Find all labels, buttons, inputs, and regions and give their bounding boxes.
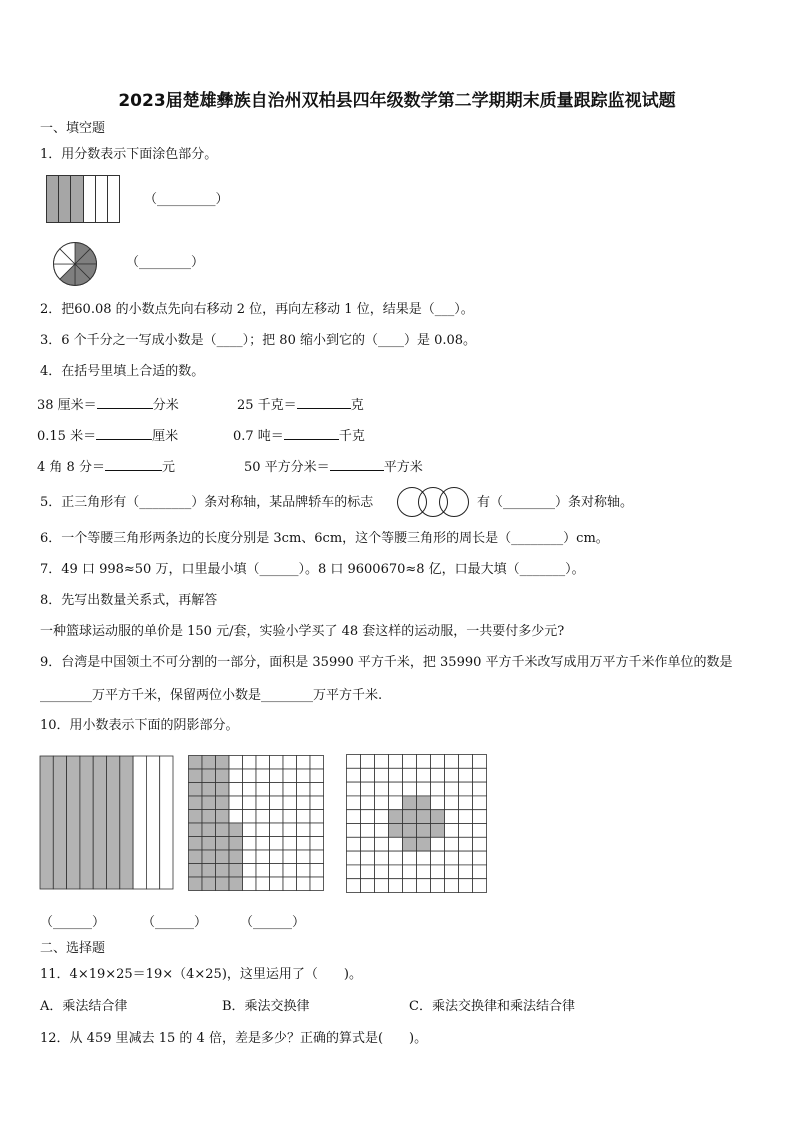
grid-cell-shaded <box>216 823 230 837</box>
grid-cell <box>431 837 445 851</box>
grid-cell-shaded <box>403 796 417 810</box>
grid-cell-shaded <box>189 769 203 783</box>
answer-blank[interactable] <box>97 396 153 409</box>
grid-cell <box>243 769 257 783</box>
option-b[interactable]: B．乘法交换律 <box>222 999 310 1014</box>
grid-cell <box>347 755 361 769</box>
grid-cell <box>375 810 389 824</box>
question-9-line1: 9．台湾是中国领土不可分割的一部分，面积是 35990 平方千米，把 35990 平方千米改写成用万平方千米作单位的数是 <box>40 655 733 670</box>
car-logo-ring <box>439 487 469 517</box>
conversion-item <box>37 427 178 445</box>
grid-cell-shaded <box>229 837 243 851</box>
grid-cell <box>389 768 403 782</box>
grid-cell <box>229 756 243 770</box>
strip-column-shaded <box>93 756 106 889</box>
conversion-prefix: 4 角 8 分＝ <box>37 460 105 475</box>
answer-blank[interactable] <box>96 427 152 440</box>
grid-cell <box>297 850 311 864</box>
grid-cell <box>310 783 324 797</box>
grid-cell-shaded <box>202 756 216 770</box>
grid-cell <box>243 850 257 864</box>
grid-cell <box>459 837 473 851</box>
grid-cell <box>473 782 487 796</box>
grid-cell <box>417 782 431 796</box>
grid-cell-shaded <box>216 850 230 864</box>
grid-cell <box>297 877 311 891</box>
grid-cell-shaded <box>216 837 230 851</box>
grid-cell <box>459 755 473 769</box>
grid-cell <box>297 837 311 851</box>
shaded-strip-figure <box>46 175 120 223</box>
grid-cell-shaded <box>189 783 203 797</box>
grid-cell <box>297 796 311 810</box>
conversion-prefix: 0.7 吨＝ <box>233 429 284 444</box>
conversion-prefix: 50 平方分米＝ <box>244 460 330 475</box>
grid-cell <box>270 810 284 824</box>
grid-cell <box>243 783 257 797</box>
grid-cell <box>417 851 431 865</box>
grid-cell-shaded <box>229 850 243 864</box>
grid-cell <box>310 823 324 837</box>
grid-cell <box>229 796 243 810</box>
grid-cell <box>297 864 311 878</box>
grid-cell <box>389 796 403 810</box>
strip-cell-shaded <box>71 176 83 222</box>
grid-cell <box>229 783 243 797</box>
grid-cell <box>243 756 257 770</box>
grid-cell <box>347 796 361 810</box>
grid-cell <box>375 755 389 769</box>
grid-cell <box>459 810 473 824</box>
grid-cell <box>310 769 324 783</box>
question-5-part1: 5．正三角形有（________）条对称轴，某品牌轿车的标志 <box>40 495 374 510</box>
shaded-circle-figure <box>52 241 98 287</box>
grid-cell <box>459 851 473 865</box>
strip-column <box>133 756 146 889</box>
grid-cell <box>270 756 284 770</box>
grid-cell <box>361 810 375 824</box>
conversion-prefix: 25 千克＝ <box>237 398 297 413</box>
grid-cell <box>459 824 473 838</box>
grid-cell <box>473 879 487 893</box>
grid-cell <box>347 768 361 782</box>
grid-cell-shaded <box>389 824 403 838</box>
strip-column-shaded <box>120 756 133 889</box>
grid-cell <box>375 837 389 851</box>
grid-cell-shaded <box>216 864 230 878</box>
grid-cell <box>361 851 375 865</box>
grid-cell <box>403 768 417 782</box>
option-a[interactable]: A．乘法结合律 <box>40 999 128 1014</box>
grid-cell <box>459 879 473 893</box>
grid-cell <box>389 782 403 796</box>
grid-cell-shaded <box>216 756 230 770</box>
grid-cell <box>445 782 459 796</box>
grid-cell <box>297 823 311 837</box>
grid-cell-shaded <box>417 824 431 838</box>
grid-cell <box>389 865 403 879</box>
grid-cell <box>347 824 361 838</box>
answer-blank[interactable]: （_________） <box>144 192 229 207</box>
grid-cell <box>473 865 487 879</box>
grid-cell-shaded <box>189 837 203 851</box>
conversion-unit: 千克 <box>338 429 365 444</box>
question-3: 3．6 个千分之一写成小数是（____）；把 80 缩小到它的（____）是 0.08。 <box>40 333 477 348</box>
grid-cell <box>229 769 243 783</box>
grid-cell-shaded <box>189 796 203 810</box>
grid-cell <box>431 782 445 796</box>
grid-cell <box>459 796 473 810</box>
grid-cell <box>283 823 297 837</box>
grid-cell <box>445 851 459 865</box>
grid-cells <box>347 755 487 893</box>
grid-cell <box>473 824 487 838</box>
grid-cell <box>310 796 324 810</box>
grid-cell <box>347 810 361 824</box>
grid-cell <box>243 823 257 837</box>
answer-blank[interactable] <box>284 427 339 440</box>
grid-cell <box>445 837 459 851</box>
strip-cell <box>108 176 119 222</box>
grid-cell <box>403 865 417 879</box>
grid-cell <box>310 877 324 891</box>
conversion-item <box>37 396 179 414</box>
grid-cell-shaded <box>216 769 230 783</box>
grid-cell <box>431 865 445 879</box>
grid-cell <box>256 769 270 783</box>
grid-cell <box>375 796 389 810</box>
conversion-prefix: 38 厘米＝ <box>37 398 97 413</box>
strip-cell <box>96 176 108 222</box>
question-9-line2: ________万平方千米，保留两位小数是________万平方千米. <box>40 688 383 703</box>
grid-cell <box>347 851 361 865</box>
grid-cell <box>445 768 459 782</box>
grid-cell-shaded <box>202 783 216 797</box>
grid-cell-shaded <box>189 877 203 891</box>
grid-cell <box>270 769 284 783</box>
grid-cell <box>283 756 297 770</box>
grid-cell <box>243 877 257 891</box>
grid-cell-shaded <box>229 877 243 891</box>
grid-cell <box>256 850 270 864</box>
grid-cell <box>270 823 284 837</box>
grid-cell <box>283 850 297 864</box>
grid-cell <box>283 810 297 824</box>
grid-cell <box>431 851 445 865</box>
grid-cell <box>297 783 311 797</box>
answer-blank[interactable]: （______） <box>240 915 306 930</box>
grid-cell <box>459 768 473 782</box>
grid-cell <box>256 877 270 891</box>
question-7: 7．49 口 998≈50 万，口里最小填（______）。8 口 9600670≈8 亿，口最大填（_______）。 <box>40 562 585 577</box>
grid-cell-shaded <box>431 824 445 838</box>
grid-cell <box>256 756 270 770</box>
grid-cell <box>389 837 403 851</box>
grid-cell <box>347 879 361 893</box>
grid-cell-shaded <box>202 810 216 824</box>
strip-column-shaded <box>67 756 80 889</box>
strip-column-shaded <box>107 756 120 889</box>
question-1: 1．用分数表示下面涂色部分。 <box>40 147 218 162</box>
grid-cell-shaded <box>202 850 216 864</box>
strip-column <box>160 756 173 889</box>
grid-cell <box>361 865 375 879</box>
grid-cell <box>256 837 270 851</box>
grid-cell <box>283 783 297 797</box>
grid-cell-shaded <box>216 810 230 824</box>
grid-cell-shaded <box>202 837 216 851</box>
grid-cell-shaded <box>229 823 243 837</box>
grid-cell-shaded <box>403 810 417 824</box>
grid-cell <box>270 783 284 797</box>
strip-cell <box>84 176 96 222</box>
answer-blank[interactable]: （______） <box>40 915 106 930</box>
grid-cell <box>403 879 417 893</box>
answer-blank[interactable]: （________） <box>126 255 205 270</box>
grid-cell <box>243 810 257 824</box>
strip-column-shaded <box>40 756 53 889</box>
grid-cell <box>347 782 361 796</box>
grid-cell-shaded <box>403 837 417 851</box>
grid-cell <box>283 837 297 851</box>
grid-cell-shaded <box>216 783 230 797</box>
grid-cell <box>310 864 324 878</box>
grid-cell-shaded <box>189 810 203 824</box>
grid-cell-shaded <box>202 864 216 878</box>
grid-cell <box>473 755 487 769</box>
grid-cell <box>347 865 361 879</box>
grid-cell <box>431 796 445 810</box>
answer-blank[interactable] <box>297 396 351 409</box>
option-c[interactable]: C．乘法交换律和乘法结合律 <box>409 999 575 1014</box>
grid-cell <box>229 810 243 824</box>
grid-cell <box>243 864 257 878</box>
question-2: 2．把60.08 的小数点先向右移动 2 位，再向左移动 1 位，结果是（___）。 <box>40 302 474 317</box>
strip-column <box>146 756 159 889</box>
grid-cell <box>445 879 459 893</box>
strip-cell-shaded <box>59 176 71 222</box>
grid-cell-shaded <box>216 796 230 810</box>
grid-cell-shaded <box>189 823 203 837</box>
grid-cell <box>445 865 459 879</box>
grid-cell <box>283 769 297 783</box>
grid-cell <box>445 810 459 824</box>
grid-cell-shaded <box>202 796 216 810</box>
grid-cell <box>445 796 459 810</box>
grid-cell <box>473 837 487 851</box>
grid-cell-shaded <box>389 810 403 824</box>
grid-cell <box>375 782 389 796</box>
grid-cell <box>417 755 431 769</box>
grid-cell-shaded <box>229 864 243 878</box>
strip-columns <box>40 756 173 889</box>
conversion-item <box>233 427 365 445</box>
question-4: 4．在括号里填上合适的数。 <box>40 364 205 379</box>
grid-cell-shaded <box>417 810 431 824</box>
grid-cell <box>243 837 257 851</box>
grid-cell-shaded <box>216 877 230 891</box>
grid-cell-shaded <box>403 824 417 838</box>
grid-cell <box>283 864 297 878</box>
answer-blank[interactable]: （______） <box>142 915 208 930</box>
grid-cell <box>270 850 284 864</box>
grid-cell <box>389 851 403 865</box>
grid-cell <box>256 783 270 797</box>
grid-cell <box>361 796 375 810</box>
answer-blank[interactable] <box>105 458 162 471</box>
decimal-strip-figure <box>39 755 174 890</box>
grid-cell <box>310 850 324 864</box>
grid-cell <box>347 837 361 851</box>
grid-cell-shaded <box>189 864 203 878</box>
grid-cell-shaded <box>202 823 216 837</box>
conversion-item <box>37 458 175 476</box>
grid-cell <box>297 756 311 770</box>
grid-cell <box>375 768 389 782</box>
grid-cell <box>283 796 297 810</box>
grid-cell <box>256 796 270 810</box>
grid-cell <box>417 879 431 893</box>
strip-column-shaded <box>80 756 93 889</box>
conversion-unit: 克 <box>350 398 364 413</box>
grid-cell <box>417 768 431 782</box>
grid-cell <box>389 879 403 893</box>
grid-cell <box>375 865 389 879</box>
page-title: 2023届楚雄彝族自治州双柏县四年级数学第二学期期末质量跟踪监视试题 <box>118 91 676 111</box>
decimal-grid-figure-1 <box>188 755 325 892</box>
grid-cell <box>473 851 487 865</box>
question-5-part2: 有（________）条对称轴。 <box>477 495 634 510</box>
grid-cell <box>431 755 445 769</box>
question-10: 10．用小数表示下面的阴影部分。 <box>40 718 239 733</box>
grid-cell <box>361 768 375 782</box>
section-heading-choice: 二、选择题 <box>40 941 106 956</box>
grid-cell <box>417 865 431 879</box>
decimal-grid-figure-2 <box>346 754 487 893</box>
grid-cell <box>310 756 324 770</box>
grid-cell-shaded <box>189 756 203 770</box>
conversion-unit: 分米 <box>152 398 179 413</box>
answer-blank[interactable] <box>330 458 384 471</box>
grid-cells <box>189 756 324 891</box>
conversion-unit: 元 <box>161 460 175 475</box>
conversion-prefix: 0.15 米＝ <box>37 429 97 444</box>
strip-cell-shaded <box>47 176 59 222</box>
grid-cell <box>270 796 284 810</box>
grid-cell <box>310 810 324 824</box>
grid-cell-shaded <box>431 810 445 824</box>
question-12: 12．从 459 里减去 15 的 4 倍，差是多少？正确的算式是( )。 <box>40 1031 428 1046</box>
grid-cell <box>389 755 403 769</box>
grid-cell <box>270 877 284 891</box>
grid-cell-shaded <box>202 877 216 891</box>
question-8: 8．先写出数量关系式，再解答 <box>40 593 218 608</box>
grid-cell <box>256 864 270 878</box>
grid-cell <box>473 796 487 810</box>
grid-cell <box>270 864 284 878</box>
grid-cell <box>310 837 324 851</box>
conversion-unit: 厘米 <box>152 429 179 444</box>
grid-cell <box>361 782 375 796</box>
grid-cell-shaded <box>417 796 431 810</box>
grid-cell <box>297 769 311 783</box>
grid-cell <box>375 851 389 865</box>
question-6: 6．一个等腰三角形两条边的长度分别是 3cm、6cm，这个等腰三角形的周长是（________）cm。 <box>40 531 609 546</box>
grid-cell <box>459 782 473 796</box>
grid-cell <box>403 851 417 865</box>
grid-cell-shaded <box>189 850 203 864</box>
grid-cell <box>361 755 375 769</box>
conversion-unit: 平方米 <box>383 460 423 475</box>
section-heading-fill-in: 一、填空题 <box>40 121 106 136</box>
grid-cell <box>297 810 311 824</box>
grid-cell <box>361 879 375 893</box>
grid-cell <box>459 865 473 879</box>
grid-cell <box>445 824 459 838</box>
question-11: 11．4×19×25＝19×（4×25)，这里运用了（ )。 <box>40 967 362 982</box>
grid-cell <box>403 782 417 796</box>
grid-cell <box>361 837 375 851</box>
grid-cell <box>361 824 375 838</box>
grid-cell-shaded <box>417 837 431 851</box>
grid-cell <box>256 823 270 837</box>
grid-cell <box>403 755 417 769</box>
question-8-body: 一种篮球运动服的单价是 150 元/套，实验小学买了 48 套这样的运动服，一共要付多少元? <box>40 624 565 639</box>
grid-cell <box>473 768 487 782</box>
conversion-item <box>244 458 423 476</box>
grid-cell <box>473 810 487 824</box>
grid-cell <box>283 877 297 891</box>
grid-cell <box>431 879 445 893</box>
grid-cell <box>270 837 284 851</box>
grid-cell <box>445 755 459 769</box>
grid-cell <box>243 796 257 810</box>
strip-column-shaded <box>53 756 66 889</box>
conversion-item <box>237 396 364 414</box>
grid-cell <box>431 768 445 782</box>
grid-cell <box>375 879 389 893</box>
grid-cell-shaded <box>202 769 216 783</box>
grid-cell <box>256 810 270 824</box>
grid-cell <box>375 824 389 838</box>
